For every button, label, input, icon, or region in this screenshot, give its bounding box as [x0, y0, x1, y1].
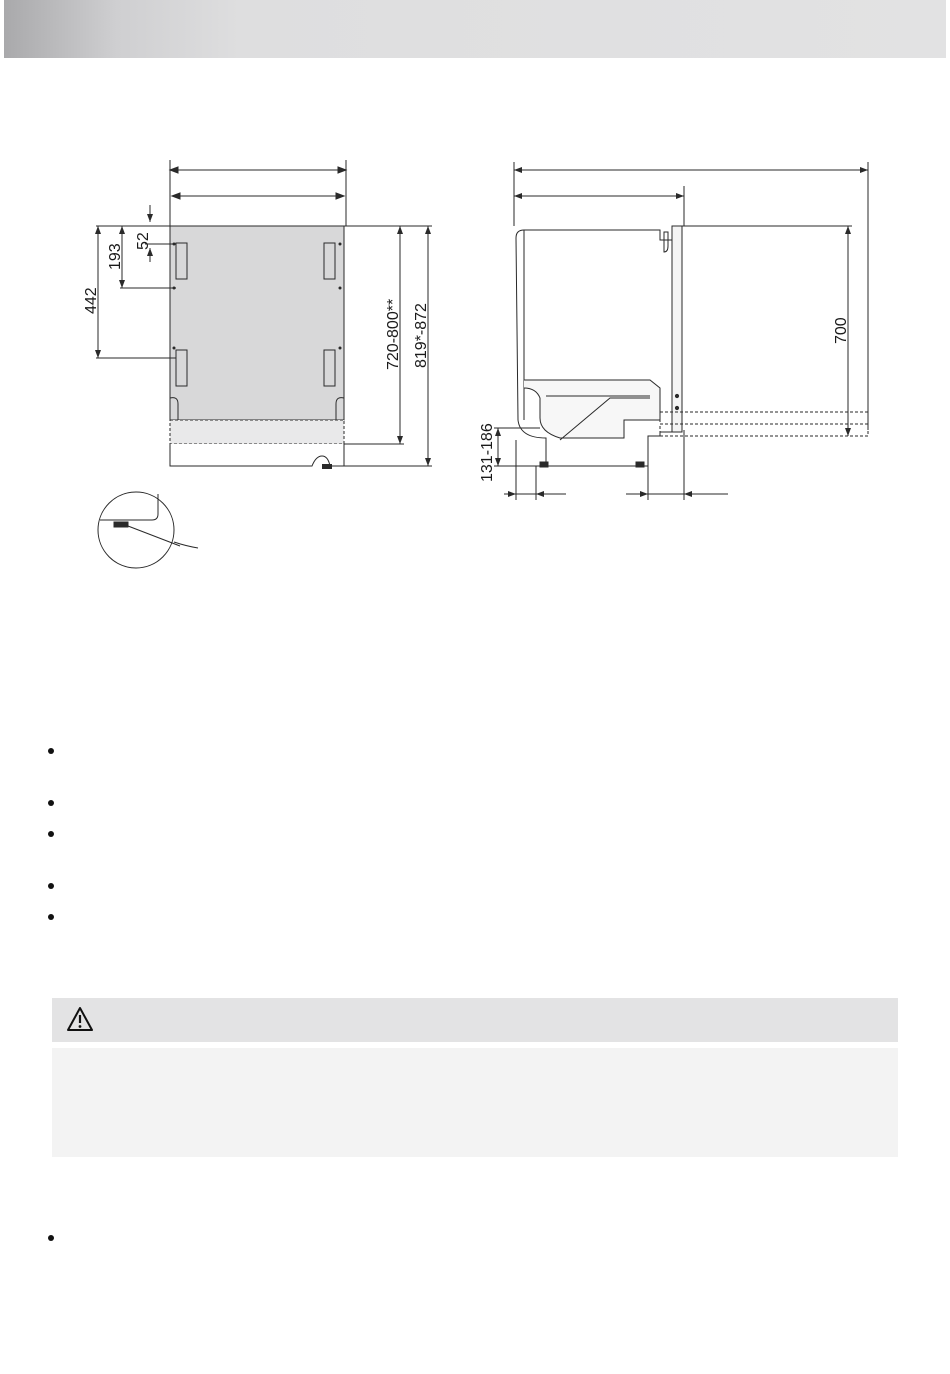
list-bullet [48, 831, 54, 837]
warning-body [52, 1048, 898, 1157]
dim-131-186: 131-186 [479, 423, 496, 482]
dim-700: 700 [833, 317, 850, 344]
dim-193: 193 [107, 243, 124, 270]
list-bullet [48, 1235, 54, 1241]
front-view-body [170, 226, 344, 420]
dim-819-872: 819*-872 [413, 303, 430, 368]
list-bullet [48, 748, 54, 754]
dim-720-800: 720-800** [385, 298, 402, 370]
list-bullet [48, 914, 54, 920]
dim-52: 52 [135, 232, 152, 250]
dim-442: 442 [83, 287, 100, 314]
warning-header [52, 998, 898, 1042]
warning-triangle-icon [66, 1006, 94, 1032]
foot-detail-circle [98, 492, 198, 568]
installation-drawing [0, 0, 950, 600]
list-bullet [48, 883, 54, 889]
list-bullet [48, 800, 54, 806]
